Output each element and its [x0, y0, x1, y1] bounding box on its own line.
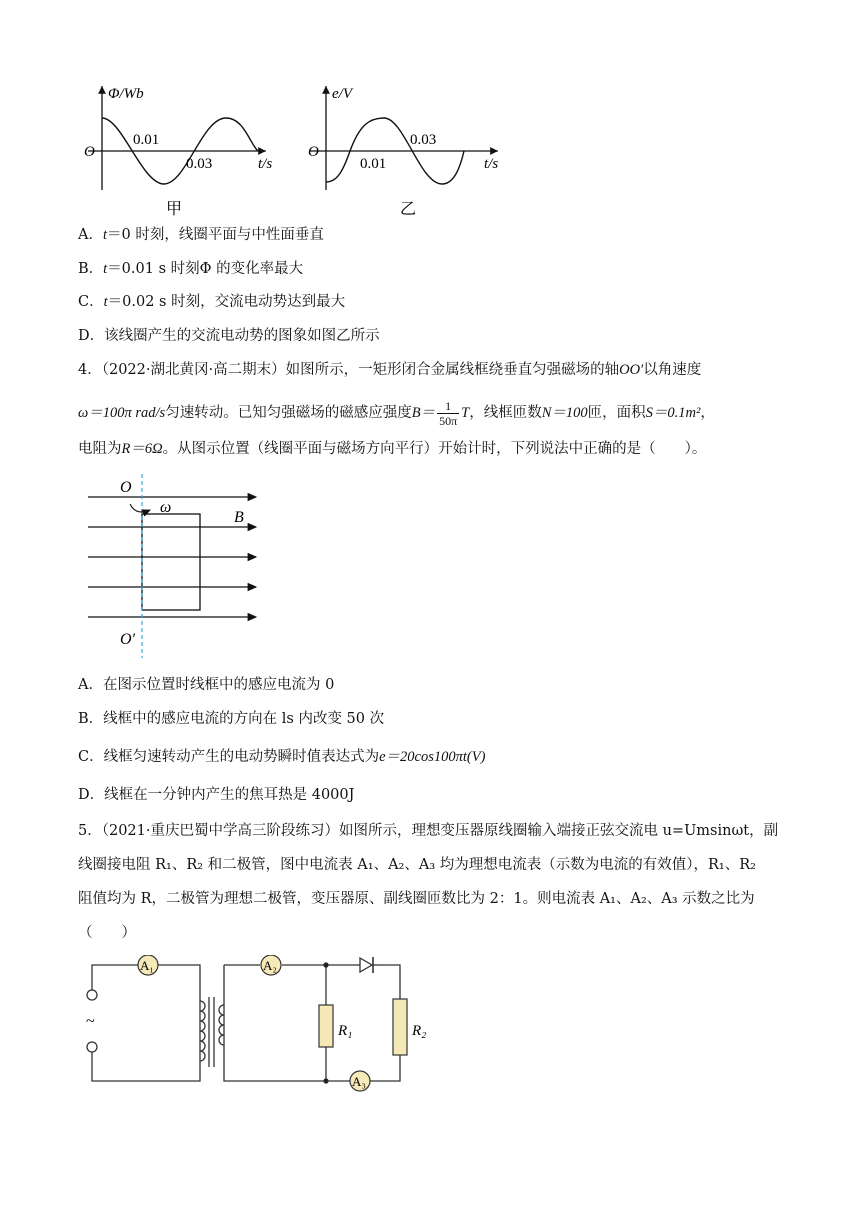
tick-label: 0.01 — [360, 156, 387, 172]
q4-option-a: A．在图示位置时线框中的感应电流为 0 — [78, 677, 335, 693]
question-4-line-1 — [78, 360, 701, 380]
coil-field-figure — [78, 472, 278, 662]
question-text: 。从图示位置（线圈平面与磁场方向平行）开始计时，下列说法中正确的是（ ）。 — [162, 441, 707, 457]
question-text: 电阻为 — [78, 441, 122, 457]
variable: t — [103, 261, 108, 277]
variable: t — [103, 294, 108, 310]
x-label: t/s — [258, 156, 273, 172]
junction-dot — [323, 1078, 328, 1083]
omega-label: ω — [160, 499, 172, 516]
r-expression: R＝6Ω — [121, 441, 163, 457]
resistor-r1 — [319, 1005, 333, 1047]
ammeter-label: A₂ — [263, 958, 277, 973]
variable: t — [102, 227, 108, 243]
transformer-circuit — [78, 955, 438, 1100]
q4-option-b: B．线框中的感应电流的方向在 ls 内改变 50 次 — [78, 711, 385, 727]
question-5-line-4: （ ） — [78, 925, 136, 941]
fraction — [437, 399, 459, 428]
denominator: 50π — [439, 413, 458, 428]
option-label: A． — [78, 227, 103, 243]
question-text: ，线框匝数 — [469, 405, 542, 421]
option-a — [78, 225, 324, 245]
n-expression: N＝100 — [541, 405, 588, 421]
axis-label: OO′ — [619, 362, 644, 378]
ammeter-a2 — [261, 955, 281, 975]
terminal — [87, 1042, 97, 1052]
wire — [92, 965, 200, 1081]
transformer — [200, 997, 224, 1067]
b-expression: B＝ — [411, 405, 436, 421]
ac-source-symbol: ~ — [86, 1013, 95, 1030]
q4-option-d: D．线框在一分钟内产生的焦耳热是 4000J — [78, 787, 355, 803]
wire — [370, 1055, 400, 1081]
question-text: 匝，面积 — [587, 405, 646, 421]
option-text: ＝0.01 s 时刻Φ 的变化率最大 — [107, 261, 304, 277]
rotation-arrow — [130, 504, 150, 512]
option-text: C．线框匀速转动产生的电动势瞬时值表达式为 — [78, 749, 380, 765]
axis-top-label: O — [120, 479, 132, 496]
option-text: ＝0.02 s 时刻，交流电动势达到最大 — [107, 294, 346, 310]
y-label: Φ/Wb — [108, 86, 144, 102]
ammeter-a1 — [138, 955, 158, 975]
s-expression: S＝0.1m² — [645, 405, 701, 421]
question-text: ， — [700, 405, 715, 421]
question-text: 4．（2022·湖北黄冈·高二期末）如图所示，一矩形闭合金属线框绕垂直匀强磁场的轴 — [78, 362, 620, 378]
junction-dot — [323, 962, 328, 967]
y-label: e/V — [332, 86, 352, 102]
graph-caption: 乙 — [400, 199, 417, 218]
option-c — [78, 292, 345, 312]
wire — [92, 965, 138, 985]
omega-expression: ω＝100π rad/s — [78, 405, 166, 421]
ammeter-label: A₃ — [352, 1074, 366, 1089]
emf-expression: e＝20cos100πt(V) — [379, 749, 486, 765]
option-text: D．该线圈产生的交流电动势的图象如图乙所示 — [78, 328, 380, 344]
question-text: 匀速转动。已知匀强磁场的磁感应强度 — [165, 405, 412, 421]
graph-phi-t — [78, 78, 278, 220]
question-4-line-2 — [78, 398, 715, 428]
ammeter-a3 — [350, 1071, 370, 1091]
ammeter-label: A₁ — [140, 958, 154, 973]
origin-label: O — [308, 144, 319, 160]
field-label: B — [234, 509, 244, 526]
diode — [356, 957, 378, 973]
origin-label: O — [84, 144, 95, 160]
axis-bottom-label: O′ — [120, 631, 136, 648]
x-label: t/s — [484, 156, 499, 172]
terminal — [87, 990, 97, 1000]
field-lines — [88, 497, 256, 617]
tick-label: 0.03 — [410, 132, 437, 148]
numerator: 1 — [437, 399, 459, 414]
option-d — [78, 326, 380, 346]
resistor-label: R₁ — [338, 1023, 353, 1039]
graph-caption: 甲 — [166, 199, 183, 218]
question-4-line-3 — [78, 439, 706, 459]
unit: T — [461, 405, 470, 421]
question-5-line-2: 线圈接电阻 R₁、R₂ 和二极管，图中电流表 A₁、A₂、A₃ 均为理想电流表（示数为电流的有效值），R₁、R₂ — [78, 857, 756, 873]
option-label: C． — [78, 294, 104, 310]
coil-frame — [142, 514, 200, 610]
question-5-line-1: 5．（2021·重庆巴蜀中学高三阶段练习）如图所示，理想变压器原线圈输入端接正弦交流电 u=Umsinωt，副 — [78, 823, 779, 839]
tick-label: 0.03 — [186, 156, 213, 172]
option-text: ＝0 时刻，线圈平面与中性面垂直 — [107, 227, 324, 243]
q4-option-c — [78, 747, 485, 767]
tick-label: 0.01 — [133, 132, 160, 148]
option-label: B． — [78, 261, 104, 277]
wire — [378, 965, 400, 999]
resistor-label: R₂ — [412, 1023, 427, 1039]
graph-e-t — [302, 78, 512, 220]
question-5-line-3: 阻值均为 R，二极管为理想二极管，变压器原、副线圈匝数比为 2：1。则电流表 A₁、A₂、A₃ 示数之比为 — [78, 891, 755, 907]
question-text: 以角速度 — [643, 362, 702, 378]
resistor-r2 — [393, 999, 407, 1055]
option-b — [78, 259, 303, 279]
